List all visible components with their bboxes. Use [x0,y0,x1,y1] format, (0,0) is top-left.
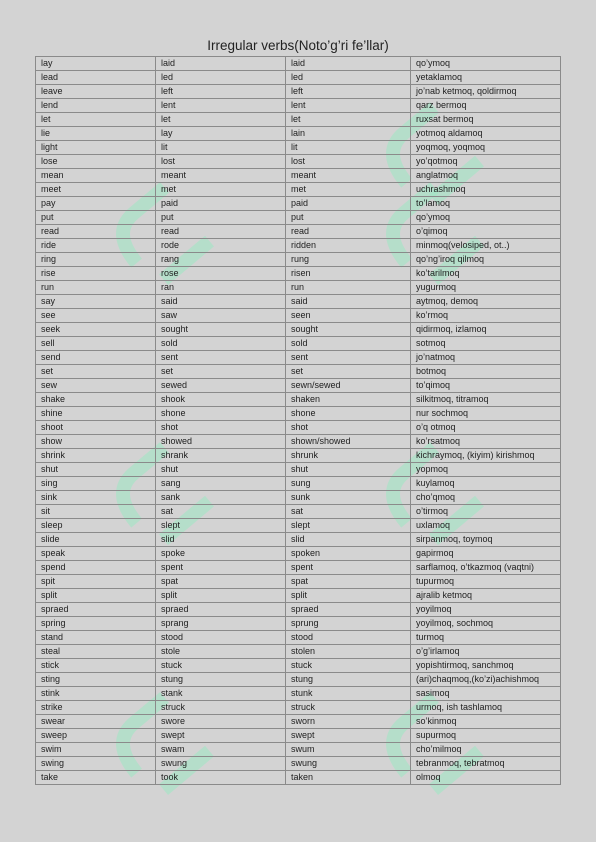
past-simple-cell: stole [156,645,286,659]
past-participle-cell: shaken [286,393,411,407]
base-form-cell: shut [36,463,156,477]
base-form-cell: say [36,295,156,309]
past-participle-cell: swept [286,729,411,743]
past-simple-cell: meant [156,169,286,183]
base-form-cell: sting [36,673,156,687]
table-row [36,113,561,127]
base-form-cell: light [36,141,156,155]
table-row [36,337,561,351]
translation-cell: olmoq [411,771,561,785]
translation-cell: qo’ng’iroq qilmoq [411,253,561,267]
past-participle-cell: sat [286,505,411,519]
past-simple-cell: shrank [156,449,286,463]
base-form-cell: take [36,771,156,785]
past-simple-cell: spoke [156,547,286,561]
base-form-cell: sleep [36,519,156,533]
translation-cell: aytmoq, demoq [411,295,561,309]
past-participle-cell: spent [286,561,411,575]
translation-cell: gapirmoq [411,547,561,561]
table-row [36,99,561,113]
translation-cell: ko’rsatmoq [411,435,561,449]
past-participle-cell: split [286,589,411,603]
translation-cell: yopmoq [411,463,561,477]
past-simple-cell: shook [156,393,286,407]
past-participle-cell: spoken [286,547,411,561]
table-row [36,743,561,757]
past-simple-cell: swore [156,715,286,729]
translation-cell: o’qimoq [411,225,561,239]
irregular-verbs-table [35,56,561,785]
table-row [36,183,561,197]
past-simple-cell: spraed [156,603,286,617]
base-form-cell: speak [36,547,156,561]
base-form-cell: see [36,309,156,323]
table-row [36,589,561,603]
table-row [36,687,561,701]
translation-cell: cho’qmoq [411,491,561,505]
table-row [36,155,561,169]
table-row [36,463,561,477]
translation-cell: qo’ymoq [411,57,561,71]
translation-cell: yo’qotmoq [411,155,561,169]
past-simple-cell: sprang [156,617,286,631]
table-row [36,197,561,211]
table-row [36,645,561,659]
table-row [36,85,561,99]
past-participle-cell: led [286,71,411,85]
past-simple-cell: stuck [156,659,286,673]
translation-cell: kichraymoq, (kiyim) kirishmoq [411,449,561,463]
past-simple-cell: left [156,85,286,99]
translation-cell: yopishtirmoq, sanchmoq [411,659,561,673]
past-participle-cell: shone [286,407,411,421]
past-simple-cell: sought [156,323,286,337]
base-form-cell: sew [36,379,156,393]
past-simple-cell: spent [156,561,286,575]
past-participle-cell: shut [286,463,411,477]
past-simple-cell: sang [156,477,286,491]
past-simple-cell: met [156,183,286,197]
table-row [36,281,561,295]
translation-cell: yoqmoq, yoqmoq [411,141,561,155]
base-form-cell: spit [36,575,156,589]
past-simple-cell: saw [156,309,286,323]
past-participle-cell: lost [286,155,411,169]
table-row [36,393,561,407]
translation-cell: ajralib ketmoq [411,589,561,603]
past-participle-cell: stolen [286,645,411,659]
translation-cell: qarz bermoq [411,99,561,113]
past-participle-cell: stung [286,673,411,687]
base-form-cell: sing [36,477,156,491]
base-form-cell: ring [36,253,156,267]
past-simple-cell: swung [156,757,286,771]
base-form-cell: lend [36,99,156,113]
translation-cell: tebranmoq, tebratmoq [411,757,561,771]
past-participle-cell: put [286,211,411,225]
base-form-cell: lead [36,71,156,85]
past-simple-cell: showed [156,435,286,449]
past-simple-cell: shone [156,407,286,421]
past-participle-cell: paid [286,197,411,211]
table-row [36,435,561,449]
past-participle-cell: taken [286,771,411,785]
past-participle-cell: met [286,183,411,197]
translation-cell: turmoq [411,631,561,645]
base-form-cell: mean [36,169,156,183]
past-simple-cell: said [156,295,286,309]
base-form-cell: pay [36,197,156,211]
base-form-cell: sink [36,491,156,505]
past-simple-cell: slid [156,533,286,547]
past-participle-cell: shrunk [286,449,411,463]
past-simple-cell: shot [156,421,286,435]
translation-cell: so’kinmoq [411,715,561,729]
base-form-cell: steal [36,645,156,659]
past-simple-cell: laid [156,57,286,71]
table-row [36,701,561,715]
table-row [36,715,561,729]
base-form-cell: let [36,113,156,127]
past-participle-cell: spraed [286,603,411,617]
translation-cell: anglatmoq [411,169,561,183]
base-form-cell: swear [36,715,156,729]
base-form-cell: run [36,281,156,295]
table-row [36,477,561,491]
past-participle-cell: left [286,85,411,99]
base-form-cell: stink [36,687,156,701]
table-row [36,379,561,393]
past-simple-cell: struck [156,701,286,715]
translation-cell: o’tirmoq [411,505,561,519]
base-form-cell: ride [36,239,156,253]
translation-cell: ko’rmoq [411,309,561,323]
past-simple-cell: took [156,771,286,785]
past-participle-cell: let [286,113,411,127]
past-simple-cell: sat [156,505,286,519]
past-participle-cell: sent [286,351,411,365]
past-simple-cell: stank [156,687,286,701]
translation-cell: ruxsat bermoq [411,113,561,127]
translation-cell: sirpanmoq, toymoq [411,533,561,547]
past-participle-cell: shot [286,421,411,435]
past-simple-cell: swam [156,743,286,757]
table-row [36,253,561,267]
table-row [36,225,561,239]
table-row [36,561,561,575]
past-simple-cell: split [156,589,286,603]
base-form-cell: stick [36,659,156,673]
translation-cell: sotmoq [411,337,561,351]
table-row [36,295,561,309]
table-row [36,211,561,225]
translation-cell: uchrashmoq [411,183,561,197]
base-form-cell: strike [36,701,156,715]
past-simple-cell: lost [156,155,286,169]
translation-cell: qidirmoq, izlamoq [411,323,561,337]
base-form-cell: lay [36,57,156,71]
table-row [36,421,561,435]
past-participle-cell: struck [286,701,411,715]
table-row [36,729,561,743]
past-participle-cell: slid [286,533,411,547]
translation-cell: yoyilmoq, sochmoq [411,617,561,631]
past-simple-cell: sank [156,491,286,505]
table-row [36,351,561,365]
base-form-cell: sweep [36,729,156,743]
translation-cell: to’qimoq [411,379,561,393]
table-row [36,771,561,785]
past-participle-cell: sunk [286,491,411,505]
table-row [36,365,561,379]
past-participle-cell: sworn [286,715,411,729]
table-row [36,519,561,533]
translation-cell: cho’milmoq [411,743,561,757]
base-form-cell: read [36,225,156,239]
page-title: Irregular verbs(Noto’g’ri fe’llar) [207,38,389,53]
base-form-cell: show [36,435,156,449]
table-row [36,127,561,141]
past-participle-cell: swung [286,757,411,771]
past-participle-cell: lit [286,141,411,155]
past-simple-cell: stood [156,631,286,645]
past-participle-cell: slept [286,519,411,533]
translation-cell: qo’ymoq [411,211,561,225]
translation-cell: o’q otmoq [411,421,561,435]
past-participle-cell: rung [286,253,411,267]
past-simple-cell: rode [156,239,286,253]
past-simple-cell: shut [156,463,286,477]
verb-rows [36,57,561,785]
base-form-cell: split [36,589,156,603]
past-participle-cell: said [286,295,411,309]
past-simple-cell: slept [156,519,286,533]
table-row [36,505,561,519]
translation-cell: sarflamoq, o’tkazmoq (vaqtni) [411,561,561,575]
past-participle-cell: run [286,281,411,295]
past-simple-cell: lent [156,99,286,113]
table-row [36,449,561,463]
base-form-cell: send [36,351,156,365]
past-participle-cell: sung [286,477,411,491]
past-simple-cell: set [156,365,286,379]
past-participle-cell: set [286,365,411,379]
base-form-cell: lose [36,155,156,169]
translation-cell: yugurmoq [411,281,561,295]
table-row [36,57,561,71]
past-participle-cell: spat [286,575,411,589]
table-row [36,323,561,337]
table-row [36,141,561,155]
table-row [36,239,561,253]
table-row [36,309,561,323]
past-participle-cell: swum [286,743,411,757]
base-form-cell: meet [36,183,156,197]
past-simple-cell: read [156,225,286,239]
past-participle-cell: sought [286,323,411,337]
translation-cell: uxlamoq [411,519,561,533]
past-participle-cell: sold [286,337,411,351]
past-simple-cell: lit [156,141,286,155]
past-participle-cell: meant [286,169,411,183]
translation-cell: minmoq(velosiped, ot..) [411,239,561,253]
past-simple-cell: spat [156,575,286,589]
past-simple-cell: put [156,211,286,225]
past-simple-cell: paid [156,197,286,211]
base-form-cell: spend [36,561,156,575]
table-row [36,71,561,85]
past-participle-cell: read [286,225,411,239]
base-form-cell: leave [36,85,156,99]
translation-cell: sasimoq [411,687,561,701]
table-row [36,169,561,183]
past-participle-cell: stood [286,631,411,645]
base-form-cell: lie [36,127,156,141]
past-participle-cell: risen [286,267,411,281]
past-simple-cell: led [156,71,286,85]
base-form-cell: shine [36,407,156,421]
past-participle-cell: stunk [286,687,411,701]
past-simple-cell: rose [156,267,286,281]
table-row [36,547,561,561]
translation-cell: botmoq [411,365,561,379]
past-simple-cell: stung [156,673,286,687]
base-form-cell: spraed [36,603,156,617]
translation-cell: jo’nab ketmoq, qoldirmoq [411,85,561,99]
table-row [36,407,561,421]
base-form-cell: sell [36,337,156,351]
table-row [36,575,561,589]
base-form-cell: set [36,365,156,379]
translation-cell: yotmoq aldamoq [411,127,561,141]
base-form-cell: shrink [36,449,156,463]
base-form-cell: rise [36,267,156,281]
base-form-cell: put [36,211,156,225]
translation-cell: yetaklamoq [411,71,561,85]
past-participle-cell: lent [286,99,411,113]
table-row [36,603,561,617]
past-simple-cell: let [156,113,286,127]
translation-cell: ko’tarilmoq [411,267,561,281]
past-simple-cell: sewed [156,379,286,393]
table-row [36,267,561,281]
base-form-cell: swing [36,757,156,771]
base-form-cell: shake [36,393,156,407]
past-simple-cell: sold [156,337,286,351]
translation-cell: urmoq, ish tashlamoq [411,701,561,715]
past-participle-cell: shown/showed [286,435,411,449]
past-participle-cell: ridden [286,239,411,253]
past-participle-cell: stuck [286,659,411,673]
past-simple-cell: lay [156,127,286,141]
base-form-cell: shoot [36,421,156,435]
base-form-cell: stand [36,631,156,645]
past-participle-cell: lain [286,127,411,141]
table-row [36,533,561,547]
past-simple-cell: swept [156,729,286,743]
past-participle-cell: laid [286,57,411,71]
translation-cell: tupurmoq [411,575,561,589]
past-simple-cell: rang [156,253,286,267]
translation-cell: nur sochmoq [411,407,561,421]
translation-cell: to’lamoq [411,197,561,211]
translation-cell: kuylamoq [411,477,561,491]
table-row [36,673,561,687]
table-row [36,617,561,631]
translation-cell: o’g’irlamoq [411,645,561,659]
past-simple-cell: sent [156,351,286,365]
past-participle-cell: sprung [286,617,411,631]
table-row [36,491,561,505]
base-form-cell: swim [36,743,156,757]
table-row [36,757,561,771]
base-form-cell: sit [36,505,156,519]
translation-cell: jo’natmoq [411,351,561,365]
translation-cell: yoyilmoq [411,603,561,617]
past-participle-cell: sewn/sewed [286,379,411,393]
base-form-cell: seek [36,323,156,337]
table-row [36,659,561,673]
table-row [36,631,561,645]
base-form-cell: slide [36,533,156,547]
translation-cell: silkitmoq, titramoq [411,393,561,407]
translation-cell: (ari)chaqmoq,(ko’zi)achishmoq [411,673,561,687]
past-simple-cell: ran [156,281,286,295]
translation-cell: supurmoq [411,729,561,743]
past-participle-cell: seen [286,309,411,323]
base-form-cell: spring [36,617,156,631]
